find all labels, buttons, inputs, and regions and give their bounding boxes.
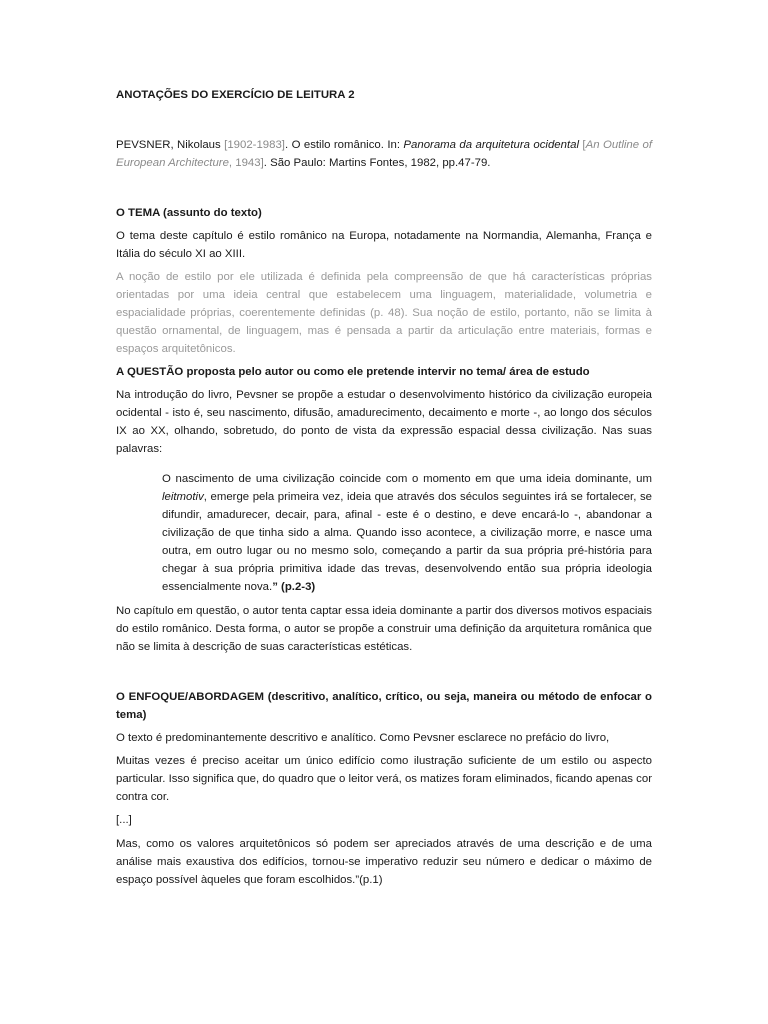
reference-dates: [1902-1983] (224, 139, 285, 151)
tema-paragraph-2: A noção de estilo por ele utilizada é definida pela compreensão de que há características próprias orientadas por uma ideia central que estabelecem uma linguagem, materialidade, volumetria e espacialidade próprias, coerentemente definidas (p. 48). Sua noção de estilo, portanto, não se limita à questão ornamental, de linguagem, mas é pensada a partir da articulação entre materiais, formas e espaços arquitetônicos. (116, 271, 652, 355)
reference-publisher: . São Paulo: Martins Fontes, 1982, pp.47-79. (263, 157, 491, 169)
reference-original-close: , 1943] (228, 157, 264, 169)
block-quote (162, 470, 652, 596)
quote-emphasis: leitmotiv (162, 491, 204, 503)
questao-paragraph-2: No capítulo em questão, o autor tenta captar essa ideia dominante a partir dos diversos motivos espaciais do estilo românico. Desta forma, o autor se propõe a construir uma definição da arquitetura românica que não se limita à descrição de suas características estéticas. (116, 605, 652, 653)
quote-text-start: O nascimento de uma civilização coincide com o momento em que uma ideia dominante, um (162, 473, 652, 485)
document-body (116, 86, 652, 894)
bibliographic-reference (116, 136, 652, 172)
tema-paragraph-1: O tema deste capítulo é estilo românico na Europa, notadamente na Normandia, Alemanha, França e Itália do século XI ao XIII. (116, 230, 652, 260)
section-heading-enfoque: O ENFOQUE/ABORDAGEM (descritivo, analítico, crítico, ou seja, maneira ou método de enfocar o tema) (116, 691, 652, 721)
quote-text-end: , emerge pela primeira vez, ideia que através dos séculos seguintes irá se fortalecer, se difundir, amadurecer, decair, para, afinal - este é o destino, e deve encará-lo -, abandonar a civilização de que tinha sido a alma. Quando isso acontece, a civilização morre, e nasce uma outra, em outro lugar ou no mesmo solo, começando a partir da sua própria pré-história para chegar à sua própria primitiva idade das trevas, desenvolvendo então sua própria ideologia essencialmente nova. (162, 491, 652, 593)
quote-citation: ” (p.2-3) (272, 581, 316, 593)
enfoque-paragraph-1: O texto é predominantemente descritivo e analítico. Como Pevsner esclarece no prefácio do livro, (116, 732, 610, 744)
reference-original-open: [ (579, 139, 586, 151)
reference-author: PEVSNER, Nikolaus (116, 139, 225, 151)
questao-paragraph-1: Na introdução do livro, Pevsner se propõe a estudar o desenvolvimento histórico da civilização europeia ocidental - isto é, seu nascimento, difusão, amadurecimento, decaimento e morte -, ao longo dos séculos IX ao XX, olhando, sobretudo, do ponto de vista da expressão espacial dessa civilização. Nas suas palavras: (116, 389, 652, 455)
reference-original-title: An Outline of European Architecture (116, 139, 652, 169)
section-heading-questao: A QUESTÃO proposta pelo autor ou como ele pretende intervir no tema/ área de estudo (116, 366, 590, 378)
document-title: ANOTAÇÕES DO EXERCÍCIO DE LEITURA 2 (116, 89, 355, 101)
enfoque-paragraph-2: Muitas vezes é preciso aceitar um único edifício como ilustração suficiente de um estilo ou aspecto particular. Isso significa que, do quadro que o leitor verá, os matizes foram eliminados, ficando apenas cor contra cor. (116, 755, 652, 803)
reference-chapter: . O estilo românico. In: (284, 139, 404, 151)
ellipsis-marker: [...] (116, 814, 132, 826)
enfoque-paragraph-3: Mas, como os valores arquitetônicos só podem ser apreciados através de uma descrição e de uma análise mais exaustiva dos edifícios, tornou-se imperativo reduzir seu número e dedicar o máximo de espaço possível àqueles que foram escolhidos.”(p.1) (116, 838, 652, 886)
reference-book-title: Panorama da arquitetura ocidental (403, 139, 579, 151)
section-heading-tema: O TEMA (assunto do texto) (116, 207, 262, 219)
